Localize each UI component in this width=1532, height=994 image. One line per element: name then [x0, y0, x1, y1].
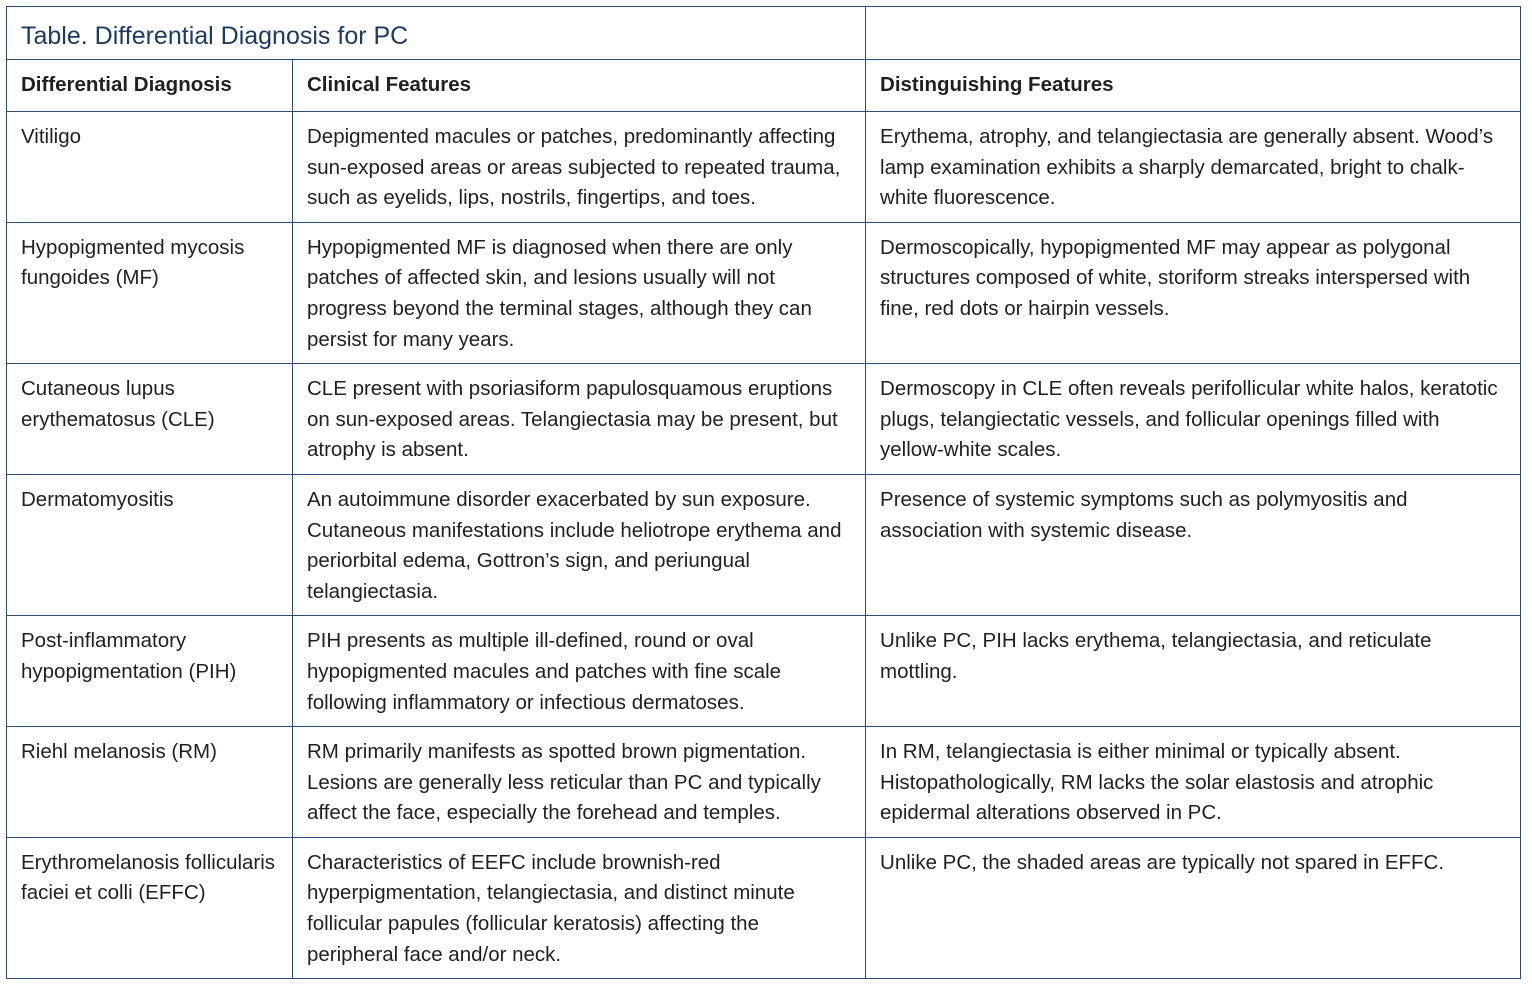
- diagnosis-cell: Cutaneous lupus erythematosus (CLE): [7, 364, 293, 475]
- table-title-row: [7, 7, 1521, 60]
- table-row: [7, 616, 1521, 727]
- clinical-features-cell: CLE present with psoriasiform papulosquamous eruptions on sun-exposed areas. Telangiectasia may be present, but atrophy is absent.: [293, 364, 866, 475]
- clinical-features-cell: An autoimmune disorder exacerbated by sun exposure. Cutaneous manifestations include heliotrope erythema and periorbital edema, Gottron’s sign, and periungual telangiectasia.: [293, 474, 866, 615]
- table-row: [7, 222, 1521, 363]
- table-row: [7, 474, 1521, 615]
- table-row: [7, 727, 1521, 838]
- header-distinguishing-features: Distinguishing Features: [866, 60, 1521, 112]
- diagnosis-cell: Vitiligo: [7, 112, 293, 223]
- diagnosis-cell: Dermatomyositis: [7, 474, 293, 615]
- distinguishing-features-cell: Unlike PC, PIH lacks erythema, telangiectasia, and reticulate mottling.: [866, 616, 1521, 727]
- differential-diagnosis-table-container: [6, 6, 1520, 979]
- distinguishing-features-cell: Presence of systemic symptoms such as polymyositis and association with systemic disease.: [866, 474, 1521, 615]
- distinguishing-features-cell: Erythema, atrophy, and telangiectasia are generally absent. Wood’s lamp examination exhibits a sharply demarcated, bright to chalk-white fluorescence.: [866, 112, 1521, 223]
- header-clinical-features: Clinical Features: [293, 60, 866, 112]
- clinical-features-cell: Depigmented macules or patches, predominantly affecting sun-exposed areas or areas subjected to repeated trauma, such as eyelids, lips, nostrils, fingertips, and toes.: [293, 112, 866, 223]
- table-row: [7, 364, 1521, 475]
- differential-diagnosis-table: [6, 6, 1521, 979]
- diagnosis-cell: Hypopigmented mycosis fungoides (MF): [7, 222, 293, 363]
- distinguishing-features-cell: Dermoscopically, hypopigmented MF may appear as polygonal structures composed of white, storiform streaks interspersed with fine, red dots or hairpin vessels.: [866, 222, 1521, 363]
- distinguishing-features-cell: In RM, telangiectasia is either minimal or typically absent. Histopathologically, RM lacks the solar elastosis and atrophic epidermal alterations observed in PC.: [866, 727, 1521, 838]
- clinical-features-cell: RM primarily manifests as spotted brown pigmentation. Lesions are generally less reticular than PC and typically affect the face, especially the forehead and temples.: [293, 727, 866, 838]
- diagnosis-cell: Riehl melanosis (RM): [7, 727, 293, 838]
- table-title: Table. Differential Diagnosis for PC: [7, 7, 866, 60]
- distinguishing-features-cell: Dermoscopy in CLE often reveals perifollicular white halos, keratotic plugs, telangiectatic vessels, and follicular openings filled with yellow-white scales.: [866, 364, 1521, 475]
- diagnosis-cell: Post-inflammatory hypopigmentation (PIH): [7, 616, 293, 727]
- clinical-features-cell: Characteristics of EEFC include brownish-red hyperpigmentation, telangiectasia, and distinct minute follicular papules (follicular keratosis) affecting the peripheral face and/or neck.: [293, 837, 866, 978]
- table-header-row: [7, 60, 1521, 112]
- distinguishing-features-cell: Unlike PC, the shaded areas are typically not spared in EFFC.: [866, 837, 1521, 978]
- header-differential-diagnosis: Differential Diagnosis: [7, 60, 293, 112]
- diagnosis-cell: Erythromelanosis follicularis faciei et colli (EFFC): [7, 837, 293, 978]
- clinical-features-cell: Hypopigmented MF is diagnosed when there are only patches of affected skin, and lesions usually will not progress beyond the terminal stages, although they can persist for many years.: [293, 222, 866, 363]
- table-title-empty-cell: [866, 7, 1521, 60]
- clinical-features-cell: PIH presents as multiple ill-defined, round or oval hypopigmented macules and patches with fine scale following inflammatory or infectious dermatoses.: [293, 616, 866, 727]
- table-row: [7, 837, 1521, 978]
- table-row: [7, 112, 1521, 223]
